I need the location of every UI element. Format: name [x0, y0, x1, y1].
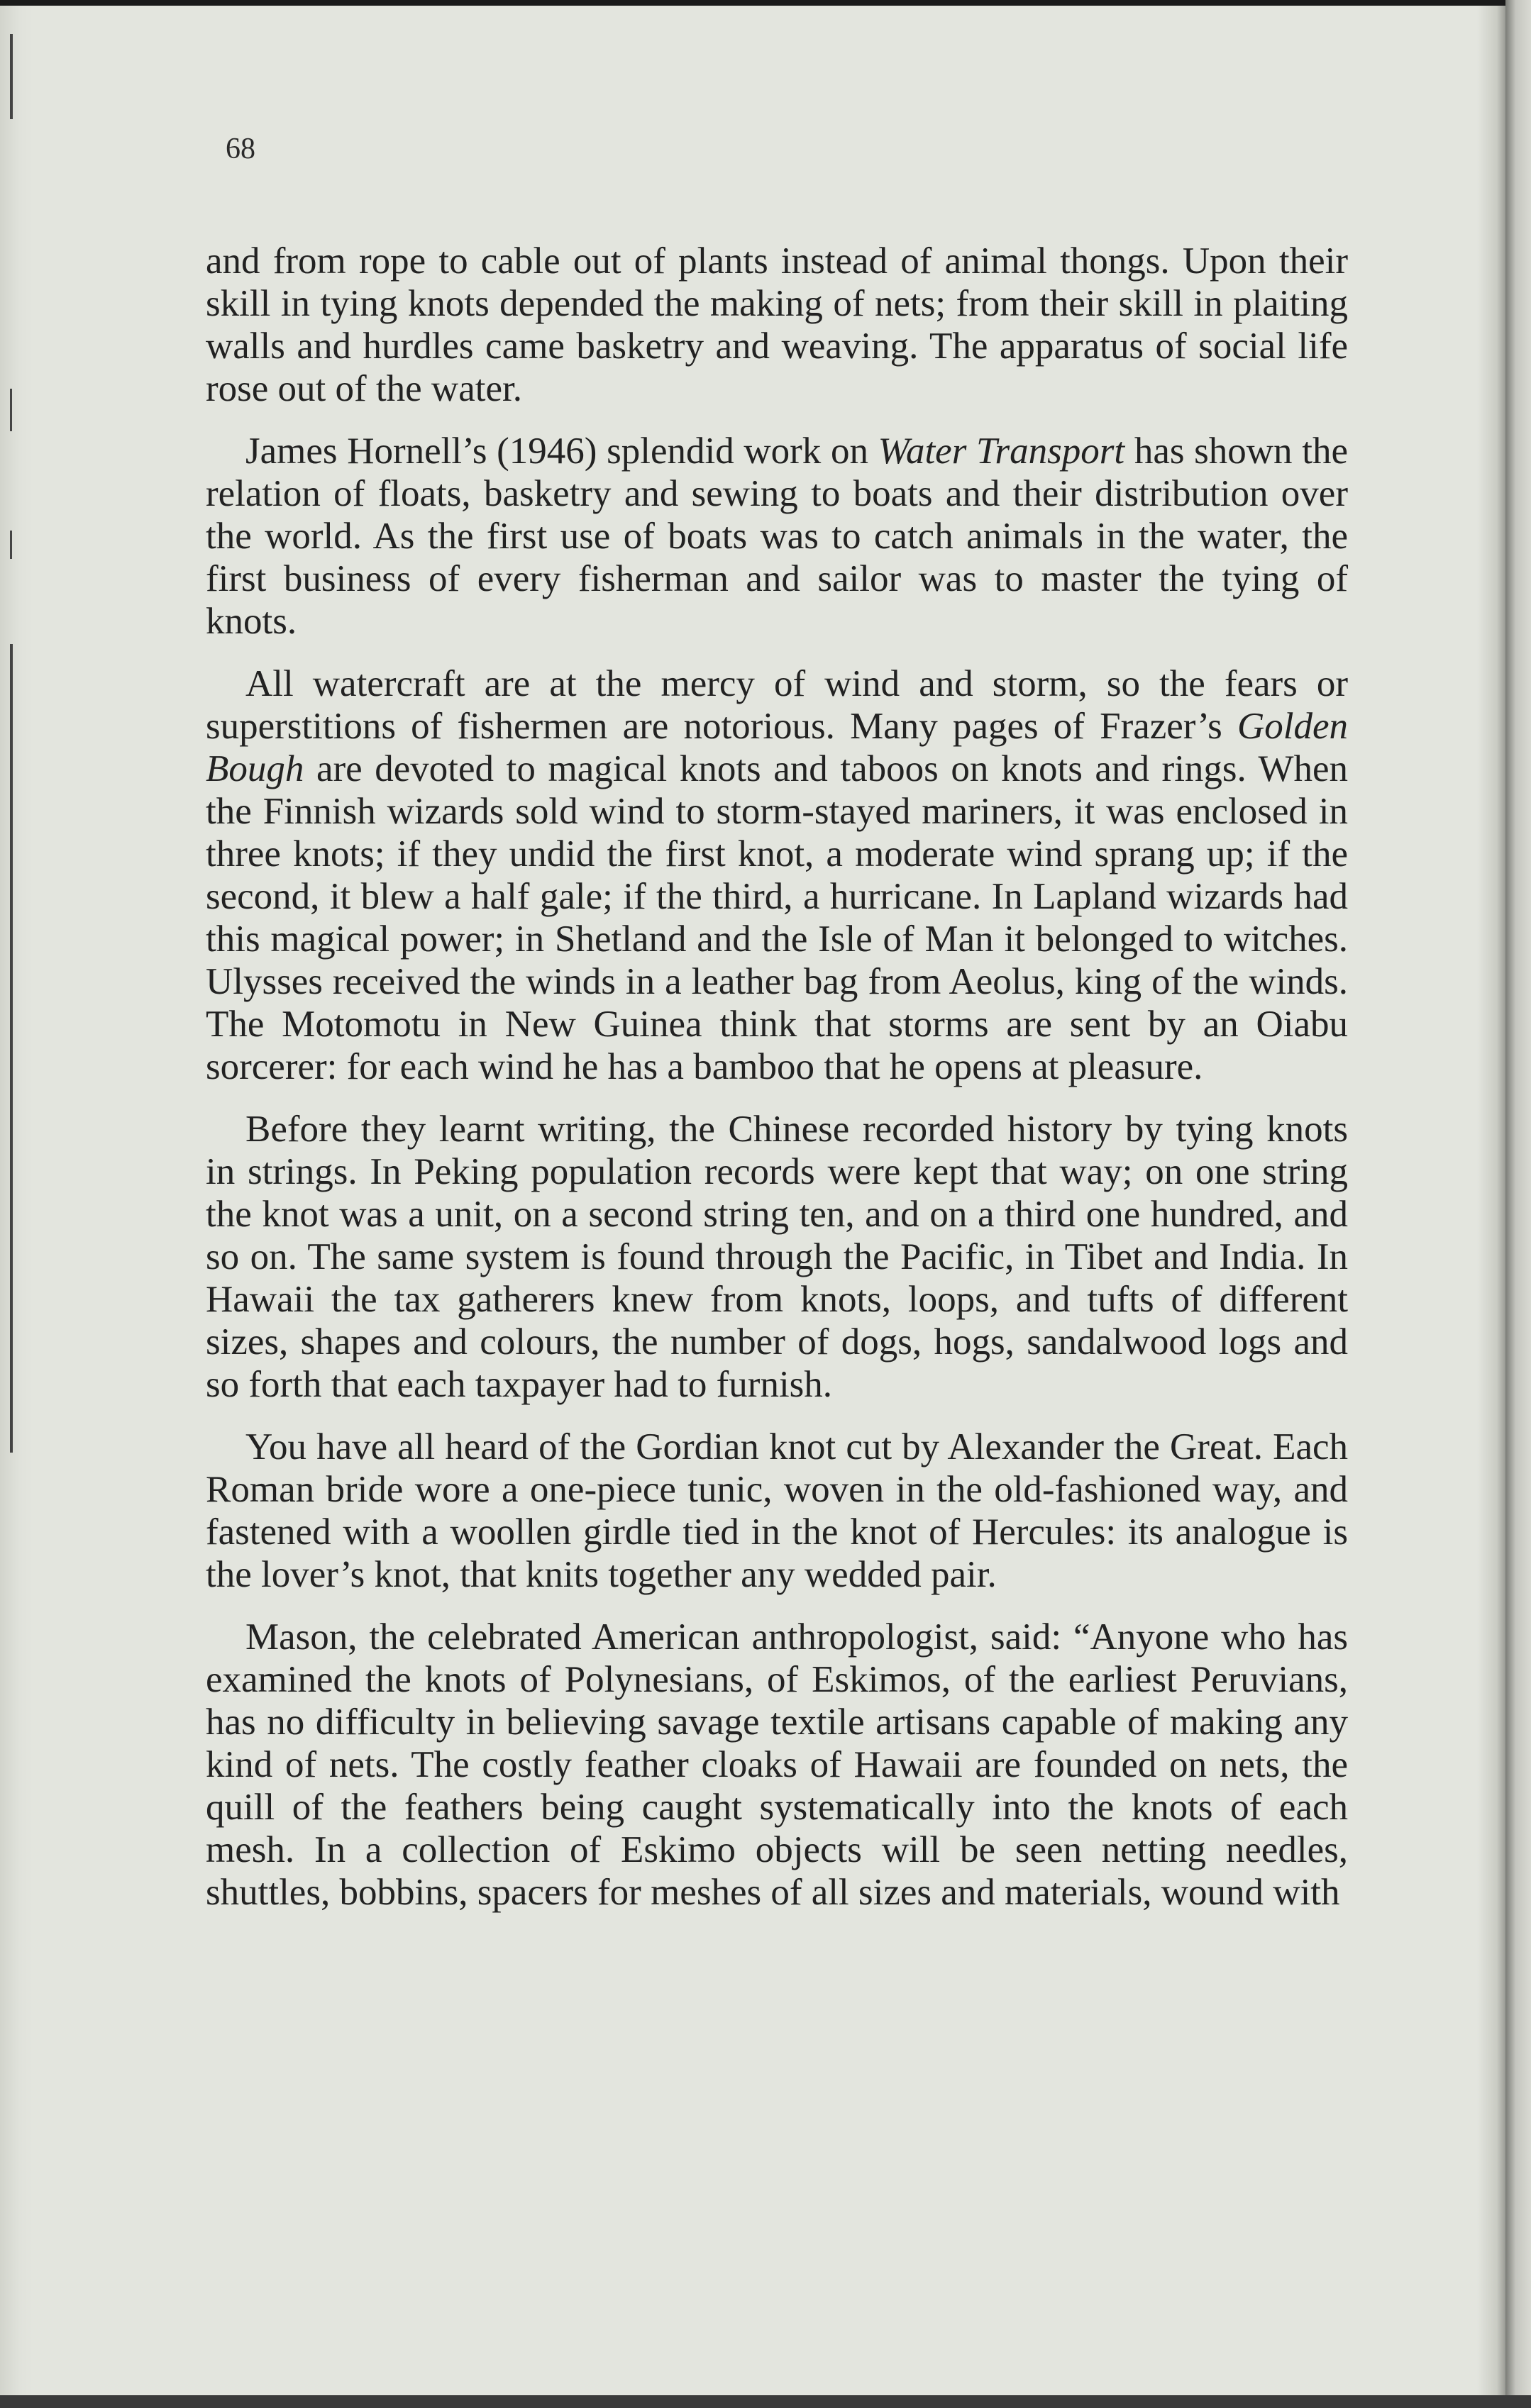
book-page: [0, 6, 1505, 2396]
paragraph-text: Mason, the celebrated American anthropologist, said: “Anyone who has examined the knots of Polynesians, of Eskimos, of the earliest Peruvians, has no difficulty in believing savage textile artisans capable of making any kind of nets. The costly feather cloaks of Hawaii are founded on nets, the quill of the feathers being caught systematically into the knots of each mesh. In a collection of Eskimo objects will be seen netting needles, shuttles, bobbins, spacers for meshes of all sizes and materials, wound with: [206, 1616, 1348, 1913]
paragraph: [206, 1108, 1348, 1406]
book-title-italic: Water Transport: [878, 431, 1125, 472]
paragraph-text: All watercraft are at the mercy of wind and storm, so the fears or superstitions of fishermen are notorious. Many pages of Frazer’s: [206, 663, 1348, 747]
paragraph-text: and from rope to cable out of plants instead of animal thongs. Upon their skill in tying knots depended the making of nets; from their skill in plaiting walls and hurdles came basketry and weaving. The apparatus of social life rose out of the water.: [206, 240, 1348, 409]
gutter-shadow-mark: [10, 34, 13, 119]
gutter-shadow-mark: [10, 644, 13, 1453]
page-gutter: [0, 6, 33, 2396]
paragraph: [206, 430, 1348, 643]
paragraph: [206, 1616, 1348, 1914]
paragraph-text: James Hornell’s (1946) splendid work on: [245, 431, 878, 472]
paragraph: [206, 662, 1348, 1088]
paragraph-text: has shown the relation of floats, basketry and sewing to boats and their distribution over the world. As the first use of boats was to catch animals in the water, the first business of every fisherman and sailor was to master the tying of knots.: [206, 431, 1348, 642]
book-title-italic: Golden Bough: [206, 706, 1348, 789]
gutter-shadow-mark: [10, 389, 12, 431]
book-side-edge: [1505, 0, 1531, 2408]
scan-bottom-edge: [0, 2395, 1531, 2408]
gutter-shadow-mark: [10, 531, 12, 559]
paragraph-text: Before they learnt writing, the Chinese recorded history by tying knots in strings. In Peking population records were kept that way; on one string the knot was a unit, on a second string ten, and on a third one hundred, and so on. The same system is found through the Pacific, in Tibet and India. In Hawaii the tax gatherers knew from knots, loops, and tufts of different sizes, shapes and colours, the number of dogs, hogs, sandalwood logs and so forth that each taxpayer had to furnish.: [206, 1109, 1348, 1405]
paragraph: [206, 1426, 1348, 1596]
page-number: 68: [226, 133, 255, 165]
paragraph: [206, 240, 1348, 410]
page-right-shadow: [1477, 6, 1505, 2396]
paragraph-text: are devoted to magical knots and taboos on knots and rings. When the Finnish wizards sold wind to storm-stayed mariners, it was enclosed in three knots; if they undid the first knot, a moderate wind sprang up; if the second, it blew a half gale; if the third, a hurricane. In Lapland wizards had this magical power; in Shetland and the Isle of Man it belonged to witches. Ulysses received the winds in a leather bag from Aeolus, king of the winds. The Motomotu in New Guinea think that storms are sent by an Oiabu sorcerer: for each wind he has a bamboo that he opens at pleasure.: [206, 748, 1348, 1087]
body-text: [206, 240, 1348, 1933]
paragraph-text: You have all heard of the Gordian knot cut by Alexander the Great. Each Roman bride wore a one-piece tunic, woven in the old-fashioned way, and fastened with a woollen girdle tied in the knot of Hercules: its analogue is the lover’s knot, that knits together any wedded pair.: [206, 1426, 1348, 1595]
